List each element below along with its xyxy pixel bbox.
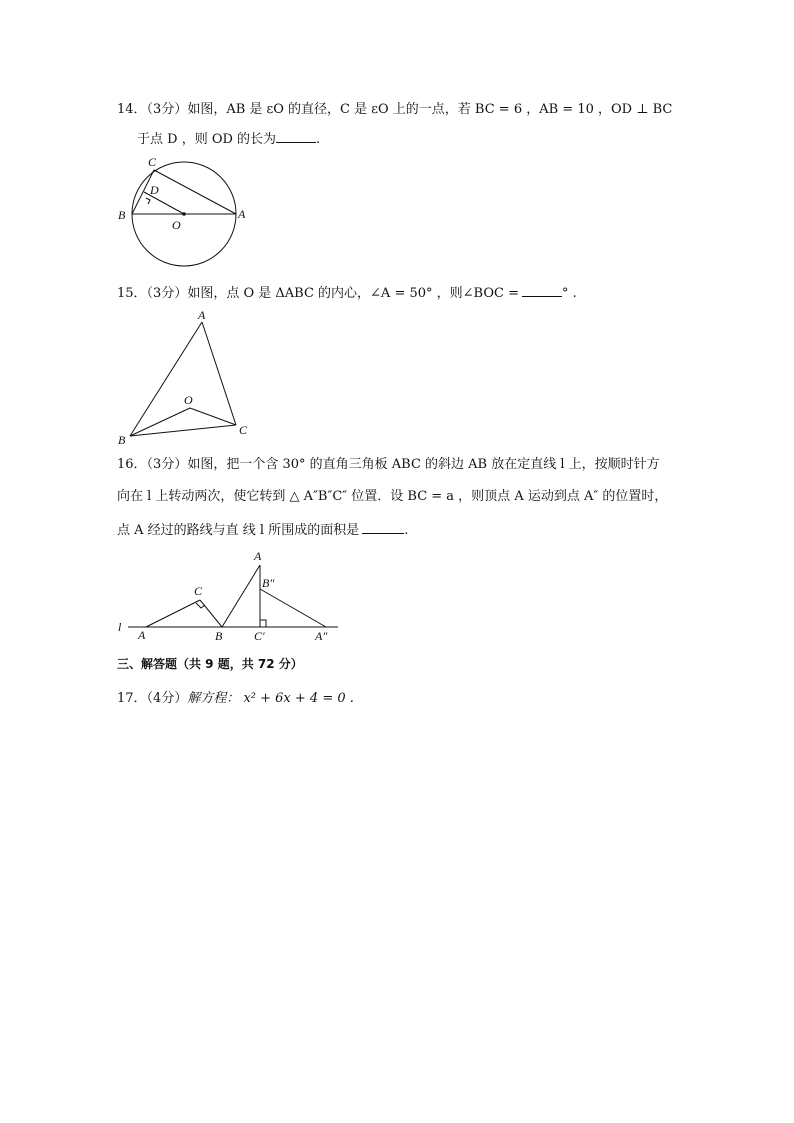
side-bc (130, 425, 236, 436)
question-text: 如图，点 O 是 ΔABC 的内心，∠A = 50° ，则∠BOC = (187, 286, 519, 301)
answer-blank[interactable] (362, 520, 404, 534)
side-ac (202, 322, 236, 425)
question-number: 16． (117, 457, 147, 472)
question-text: 点 A 经过的路线与直 线 l 所围成的面积是 (117, 523, 360, 538)
label-a: A (198, 308, 206, 322)
figure-q16-rotation (116, 545, 356, 645)
side-b2-a2 (260, 589, 326, 627)
question-14-line1 (117, 101, 672, 119)
label-c-prime: C′ (254, 629, 265, 643)
question-number: 14． (117, 102, 147, 117)
question-score: （3分） (146, 286, 188, 301)
chord-ca (154, 170, 236, 214)
side-ba-top (222, 565, 260, 627)
label-a: A (138, 628, 146, 642)
label-l: l (118, 620, 122, 634)
figure-q15-triangle (116, 308, 266, 448)
question-15-line1 (117, 283, 577, 303)
question-score: （4分） (146, 691, 188, 706)
question-text-end: . (404, 523, 409, 538)
right-angle-mark (146, 198, 150, 204)
question-number: 17． (117, 691, 147, 706)
answer-blank[interactable] (522, 283, 562, 297)
question-text-end: ° . (561, 286, 577, 301)
label-a-double-prime: A″ (315, 629, 328, 643)
segment-co (190, 408, 236, 425)
label-o: O (172, 218, 181, 232)
label-d: D (150, 183, 159, 197)
label-c: C (194, 584, 203, 598)
question-score: （3分） (146, 457, 188, 472)
question-score: （3分） (146, 102, 188, 117)
side-ac (146, 600, 200, 627)
label-b-double-prime: B″ (262, 576, 275, 590)
question-number: 15． (117, 286, 147, 301)
question-16-line3 (117, 520, 408, 540)
question-text: 如图，把一个含 30° 的直角三角板 ABC 的斜边 AB 放在定直线 l 上，按顺时针方 (187, 457, 660, 472)
label-o: O (184, 393, 193, 407)
question-text-end: . (316, 132, 321, 147)
side-cb (200, 600, 222, 627)
label-b: B (118, 433, 126, 447)
question-16-line2 (117, 488, 667, 506)
figure-q14-circle (114, 152, 274, 272)
question-16-line1 (117, 456, 660, 474)
label-a: A (238, 207, 246, 221)
question-text: 于点 D ，则 OD 的长为 (137, 132, 277, 147)
label-c: C (148, 155, 157, 169)
label-c: C (239, 423, 248, 437)
question-text: 如图，AB 是 εO 的直径，C 是 εO 上的一点，若 BC = 6 ，AB = 10 ，OD ⊥ BC (187, 102, 673, 117)
label-b: B (215, 629, 223, 643)
label-b: B (118, 208, 126, 222)
answer-blank[interactable] (276, 129, 316, 143)
label-a-top: A (254, 549, 262, 563)
question-14-line2 (137, 129, 320, 149)
question-17 (117, 690, 354, 708)
question-text: 向在 l 上转动两次，使它转到 △ A″B″C″ 位置．设 BC = a ，则顶点 A 运动到点 A″ 的位置时， (117, 489, 668, 504)
section-title: 三、解答题（共 9 题，共 72 分） (117, 657, 303, 671)
question-text: 解方程： x² + 6x + 4 = 0 . (187, 691, 354, 706)
center-dot (182, 212, 186, 216)
section-heading (117, 655, 303, 673)
right-angle-mark-c2 (260, 620, 266, 627)
